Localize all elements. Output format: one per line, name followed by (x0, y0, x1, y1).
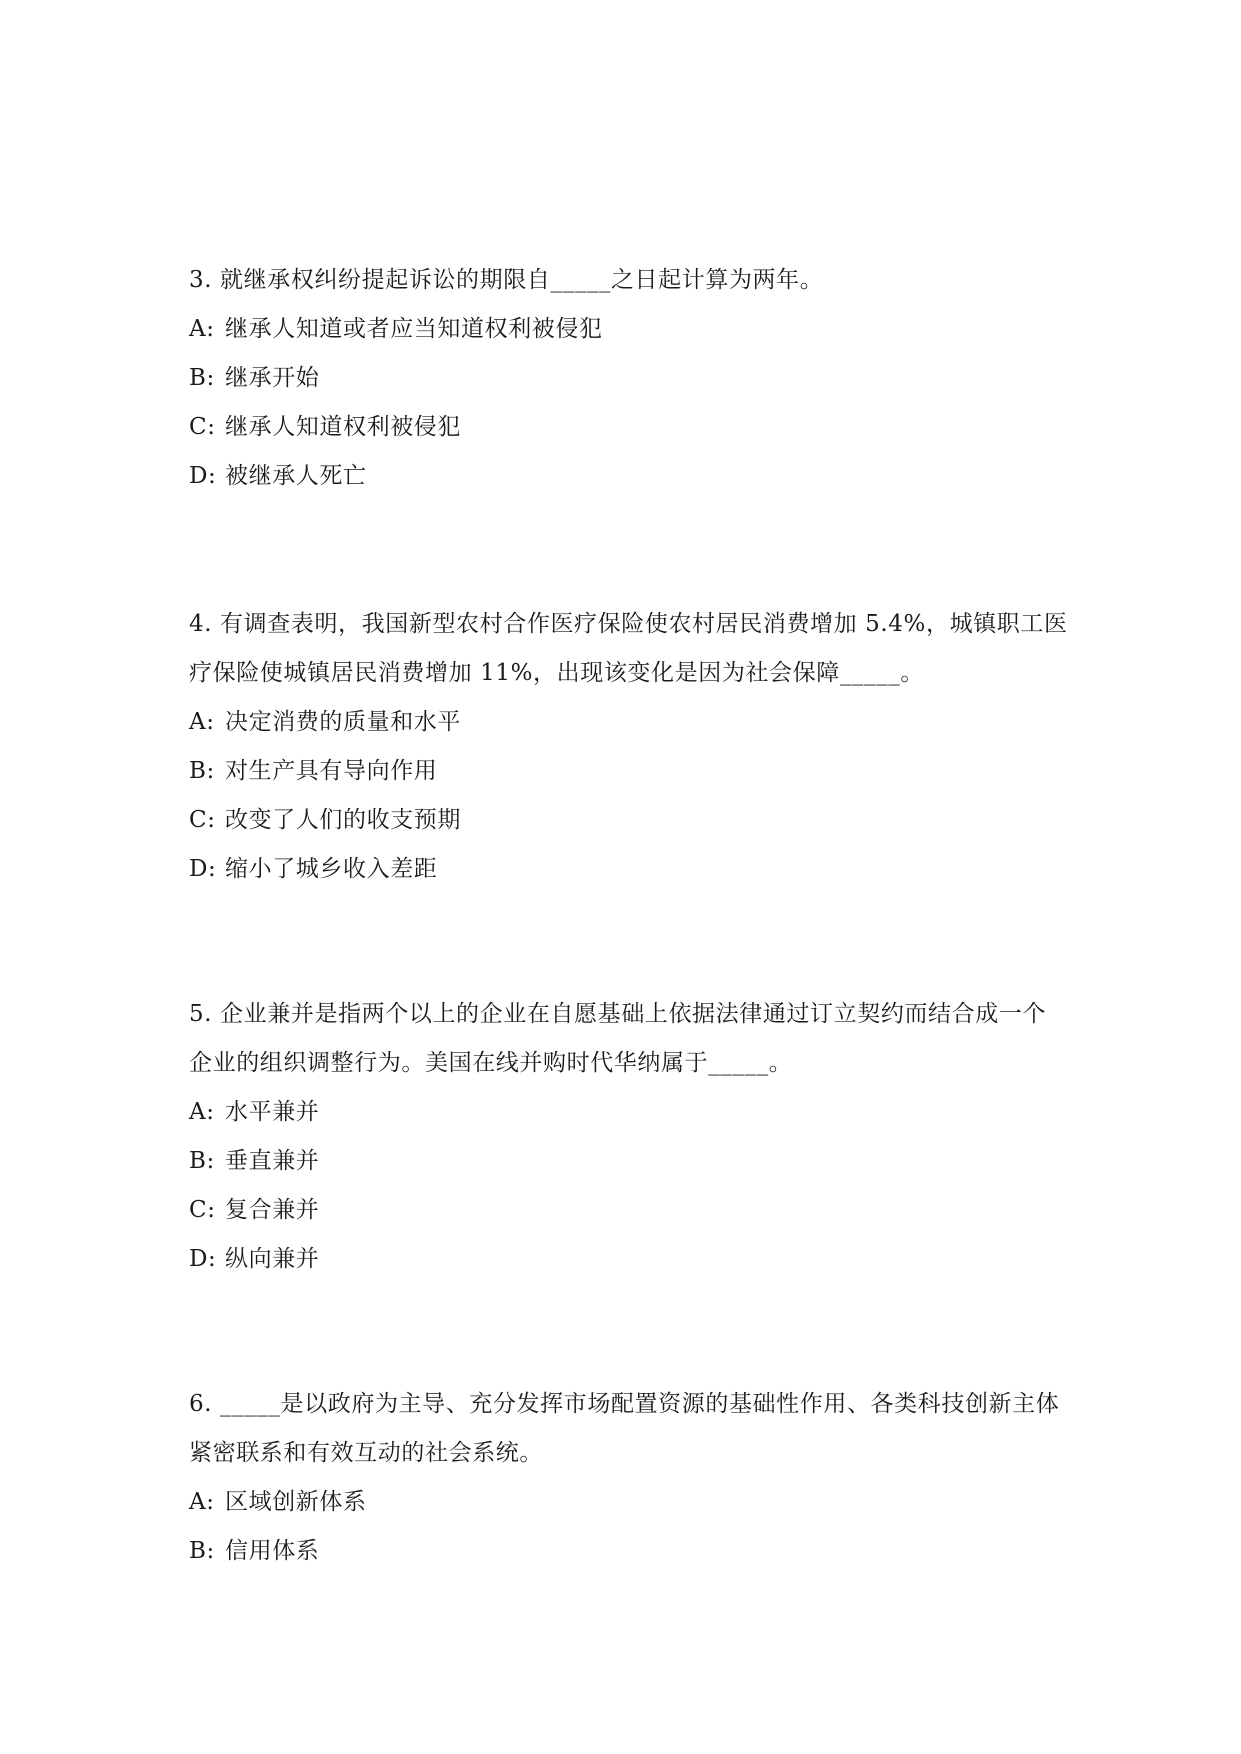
question-5 (189, 990, 1069, 1284)
option-d (189, 1235, 1069, 1284)
option-text: 信用体系 (225, 1538, 320, 1564)
option-key: C: (189, 807, 216, 833)
option-b (189, 354, 1069, 403)
option-b (189, 1137, 1069, 1186)
option-c (189, 1186, 1069, 1235)
question-stem: 4. 有调查表明，我国新型农村合作医疗保险使农村居民消费增加 5.4%，城镇职工医疗保险使城镇居民消费增加 11%，出现该变化是因为社会保障_____。 (189, 611, 1068, 686)
option-text: 继承开始 (225, 365, 320, 391)
question-6 (189, 1380, 1069, 1576)
option-text: 被继承人死亡 (225, 463, 367, 489)
option-d (189, 452, 1069, 501)
option-key: B: (189, 1148, 215, 1174)
option-c (189, 796, 1069, 845)
option-text: 水平兼并 (225, 1099, 320, 1125)
option-key: C: (189, 1197, 216, 1223)
option-key: A: (189, 1489, 215, 1515)
option-key: B: (189, 365, 215, 391)
option-text: 纵向兼并 (225, 1246, 320, 1272)
option-a (189, 1478, 1069, 1527)
option-a (189, 305, 1069, 354)
option-b (189, 747, 1069, 796)
option-text: 继承人知道权利被侵犯 (225, 414, 461, 440)
option-key: D: (189, 463, 217, 489)
option-key: A: (189, 1099, 215, 1125)
question-stem: 6. _____是以政府为主导、充分发挥市场配置资源的基础性作用、各类科技创新主体紧密联系和有效互动的社会系统。 (189, 1391, 1060, 1466)
option-key: B: (189, 1538, 215, 1564)
option-key: D: (189, 1246, 217, 1272)
option-b (189, 1527, 1069, 1576)
question-stem: 5. 企业兼并是指两个以上的企业在自愿基础上依据法律通过订立契约而结合成一个企业的组织调整行为。美国在线并购时代华纳属于_____。 (189, 1001, 1047, 1076)
option-a (189, 1088, 1069, 1137)
option-text: 垂直兼并 (225, 1148, 320, 1174)
option-key: D: (189, 856, 217, 882)
option-key: B: (189, 758, 215, 784)
option-text: 继承人知道或者应当知道权利被侵犯 (225, 316, 603, 342)
question-4 (189, 600, 1069, 894)
option-text: 决定消费的质量和水平 (225, 709, 461, 735)
question-stem: 3. 就继承权纠纷提起诉讼的期限自_____之日起计算为两年。 (189, 267, 824, 293)
option-text: 复合兼并 (225, 1197, 320, 1223)
option-text: 改变了人们的收支预期 (225, 807, 461, 833)
option-text: 对生产具有导向作用 (225, 758, 438, 784)
option-text: 缩小了城乡收入差距 (225, 856, 438, 882)
option-key: A: (189, 316, 215, 342)
option-key: C: (189, 414, 216, 440)
option-c (189, 403, 1069, 452)
question-3 (189, 256, 1069, 501)
option-d (189, 845, 1069, 894)
option-a (189, 698, 1069, 747)
option-text: 区域创新体系 (225, 1489, 367, 1515)
option-key: A: (189, 709, 215, 735)
